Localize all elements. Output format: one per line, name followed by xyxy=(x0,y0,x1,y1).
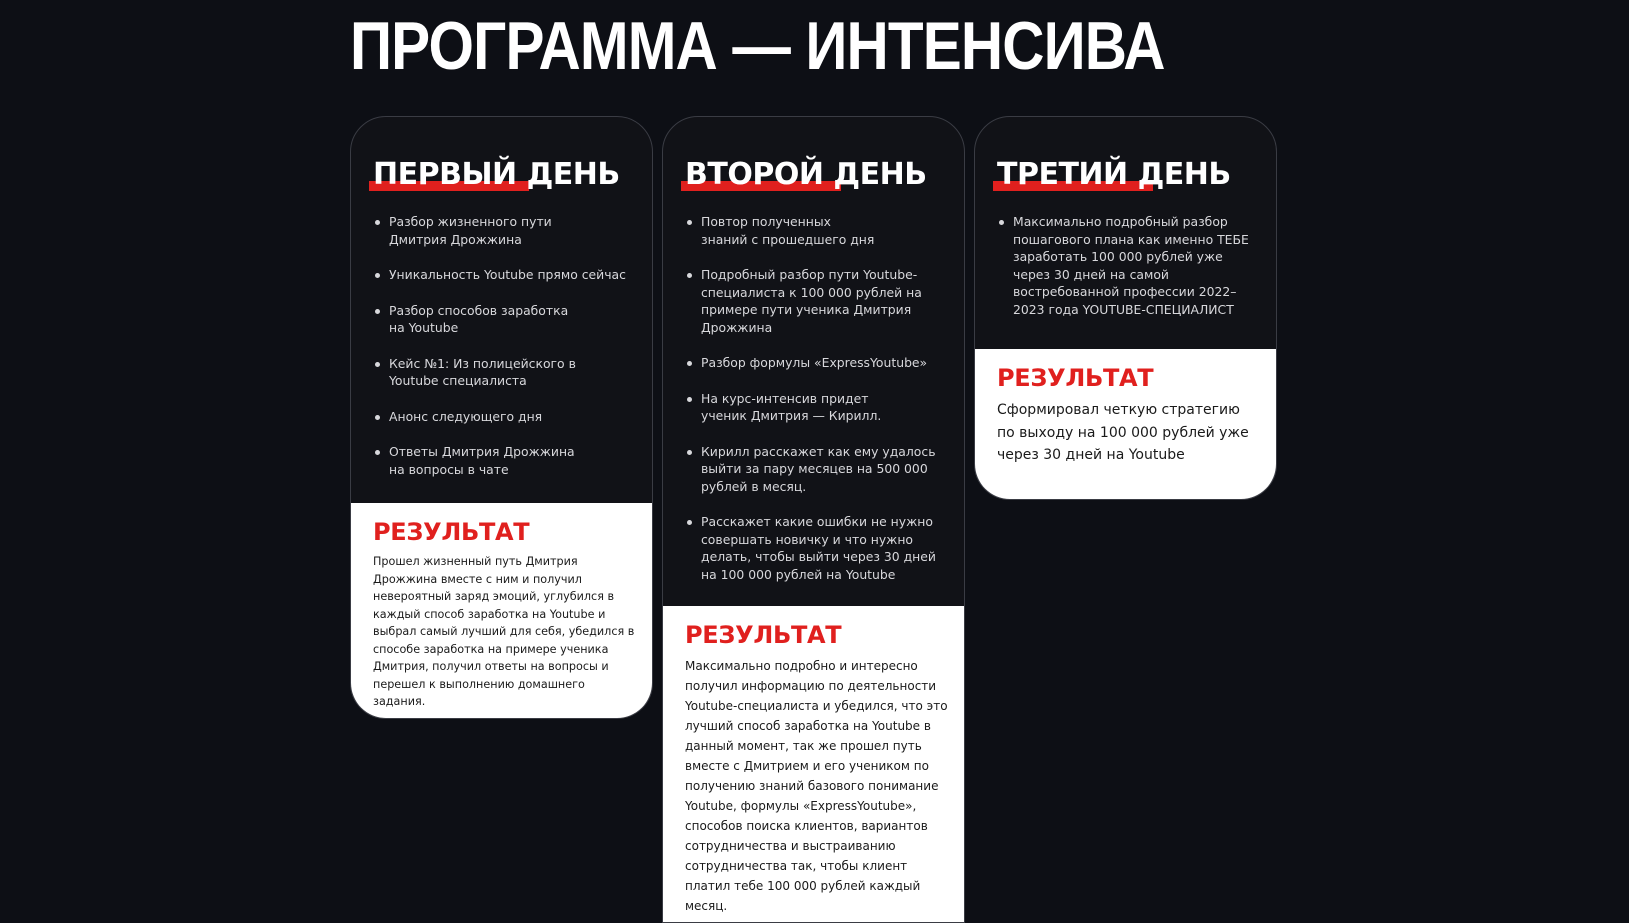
day-card-2 xyxy=(662,116,965,923)
day-title: ТРЕТИЙ ДЕНЬ xyxy=(997,155,1231,195)
list-item: Повтор полученных знаний с прошедшего дня xyxy=(685,213,875,248)
day-bullet-list xyxy=(685,213,946,583)
day-title: ВТОРОЙ ДЕНЬ xyxy=(685,155,927,195)
list-item: Разбор формулы «ExpressYoutube» xyxy=(685,354,946,372)
result-block xyxy=(663,606,964,923)
result-title: РЕЗУЛЬТАТ xyxy=(685,621,842,649)
list-item: Уникальность Youtube прямо сейчас xyxy=(373,266,634,284)
list-item: Максимально подробный разбор пошагового плана как именно ТЕБЕ заработать 100 000 рублей уже через 30 дней на самой востребованной профессии 2022–2023 года YOUTUBE-СПЕЦИАЛИСТ xyxy=(997,213,1258,318)
result-block xyxy=(975,349,1276,499)
list-item: Анонс следующего дня xyxy=(373,408,634,426)
day-card-1-program xyxy=(351,117,652,503)
day-bullet-list xyxy=(373,213,634,478)
page-title: ПРОГРАММА — ИНТЕНСИВА xyxy=(350,8,1165,84)
result-text: Прошел жизненный путь Дмитрия Дрожжина вместе с ним и получил невероятный заряд эмоций, углубился в каждый способ заработка на Youtube и выбрал самый лучший для себя, убедился в способе заработка на примере ученика Дмитрия, получил ответы на вопросы и перешел к выполнению домашнего задания. xyxy=(373,555,635,708)
list-item: Разбор жизненного пути Дмитрия Дрожжина xyxy=(373,213,553,248)
list-item: Кирилл расскажет как ему удалось выйти за пару месяцев на 500 000 рублей в месяц. xyxy=(685,443,946,496)
day-card-3-program xyxy=(975,117,1276,349)
list-item: Расскажет какие ошибки не нужно совершать новичку и что нужно делать, чтобы выйти через 30 дней на 100 000 рублей на Youtube xyxy=(685,513,946,583)
list-item: Разбор способов заработка на Youtube xyxy=(373,302,583,337)
day-card-1 xyxy=(350,116,653,719)
day-card-2-program xyxy=(663,117,964,606)
list-item: Кейс №1: Из полицейского в Youtube специалиста xyxy=(373,355,583,390)
list-item: Ответы Дмитрия Дрожжина на вопросы в чате xyxy=(373,443,583,478)
day-bullet-list xyxy=(997,213,1258,318)
list-item: Подробный разбор пути Youtube-специалиста к 100 000 рублей на примере пути ученика Дмитрия Дрожжина xyxy=(685,266,946,336)
result-title: РЕЗУЛЬТАТ xyxy=(373,518,530,546)
day-card-3 xyxy=(974,116,1277,500)
day-title: ПЕРВЫЙ ДЕНЬ xyxy=(373,155,620,195)
result-block xyxy=(351,503,652,718)
result-title: РЕЗУЛЬТАТ xyxy=(997,364,1154,392)
result-text: Сформировал четкую стратегию по выходу на 100 000 рублей уже через 30 дней на Youtube xyxy=(997,402,1249,463)
result-text: Максимально подробно и интересно получил информацию по деятельности Youtube-специалиста и убедился, что это лучший способ заработка на Youtube в данный момент, так же прошел путь вместе с Дмитрием и его учеником по получению знаний базового понимание Youtube, формулы «ExpressYoutube», способов поиска клиентов, вариантов сотрудничества и выстраиванию сотрудничества так, чтобы клиент платил тебе 100 000 рублей каждый месяц. xyxy=(685,659,948,913)
list-item: На курс-интенсив придет ученик Дмитрия — Кирилл. xyxy=(685,390,915,425)
